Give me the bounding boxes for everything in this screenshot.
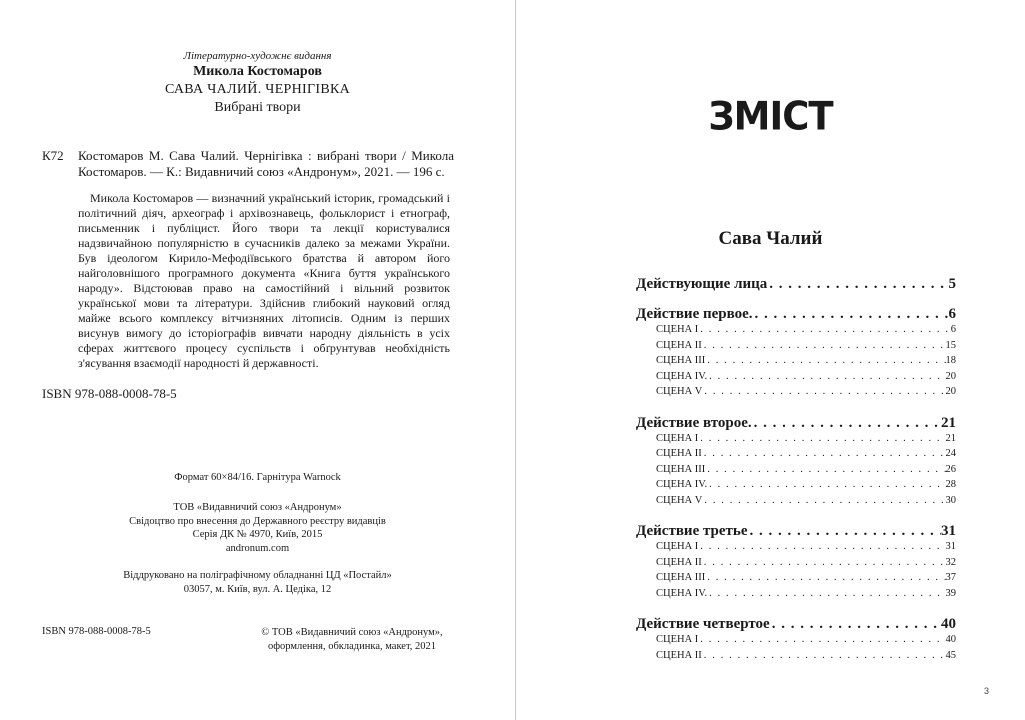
dot-leader xyxy=(767,276,948,293)
toc-scene-entry[interactable] xyxy=(636,448,956,464)
toc-entry-page: 26 xyxy=(945,463,956,475)
dot-leader xyxy=(702,386,945,397)
dot-leader xyxy=(753,306,949,323)
toc-entry-label: СЦЕНА I xyxy=(656,324,699,335)
dot-leader xyxy=(705,464,945,475)
toc-entry-page: 32 xyxy=(945,556,956,568)
toc-scene-entry[interactable] xyxy=(636,557,956,573)
toc-entry-page: 6 xyxy=(950,324,956,335)
publisher-line: ТОВ «Видавничий союз «Андронум» xyxy=(173,502,342,513)
toc-entry-label: СЦЕНА V xyxy=(656,386,703,397)
toc-entry-label: СЦЕНА II xyxy=(656,649,702,661)
toc-scene-entry[interactable] xyxy=(636,588,956,604)
dot-leader xyxy=(707,588,945,599)
toc-entry-label: СЦЕНА IV. xyxy=(656,370,708,382)
dot-leader xyxy=(702,495,945,506)
dot-leader xyxy=(702,448,946,459)
toc-entry-page: 40 xyxy=(941,616,956,632)
toc-scene-entry[interactable] xyxy=(636,572,956,588)
toc-scene-entry[interactable] xyxy=(636,634,956,650)
toc-entry-page: 37 xyxy=(945,572,956,583)
toc-section-entry[interactable] xyxy=(636,276,956,294)
toc-entry-label: СЦЕНА III xyxy=(656,355,706,366)
toc-entry-label: Действие третье xyxy=(636,523,748,539)
copyright-line: © ТОВ «Видавничий союз «Андронум», xyxy=(261,627,443,638)
toc-entry-page: 31 xyxy=(941,523,956,539)
toc-scene-entry[interactable] xyxy=(636,371,956,387)
toc-section-entry[interactable] xyxy=(636,616,956,634)
toc-entry-label: СЦЕНА III xyxy=(656,463,706,475)
author-name: Микола Костомаров xyxy=(193,64,322,79)
format-line: Формат 60×84/16. Гарнітура Warnock xyxy=(174,472,341,483)
toc-entry-label: Действие четвертое xyxy=(636,616,770,632)
toc-entry-label: СЦЕНА III xyxy=(656,572,706,583)
toc-scene-entry[interactable] xyxy=(636,541,956,557)
toc-entry-label: СЦЕНА I xyxy=(656,634,699,645)
toc-section-entry[interactable] xyxy=(636,415,956,433)
copyright-line: оформлення, обкладинка, макет, 2021 xyxy=(267,640,437,652)
isbn-bottom: ISBN 978-088-0008-78-5 xyxy=(42,626,151,637)
toc-section-entry[interactable] xyxy=(636,306,956,324)
toc-spacer xyxy=(636,603,956,616)
book-subtitle: Вибрані твори xyxy=(214,100,301,115)
dot-leader xyxy=(705,572,945,583)
publisher-line: Серія ДК № 4970, Київ, 2015 xyxy=(192,529,323,540)
toc-scene-entry[interactable] xyxy=(636,324,956,340)
toc-entry-label: СЦЕНА I xyxy=(656,541,699,552)
table-of-contents xyxy=(636,276,956,665)
dot-leader xyxy=(698,433,945,444)
toc-section-entry[interactable] xyxy=(636,523,956,541)
isbn-top: ISBN 978-088-0008-78-5 xyxy=(42,386,177,401)
toc-entry-label: СЦЕНА IV. xyxy=(656,479,708,490)
toc-entry-page: 45 xyxy=(945,649,956,661)
toc-entry-page: 31 xyxy=(945,541,956,552)
toc-entry-label: СЦЕНА I xyxy=(656,432,699,444)
toc-entry-page: 21 xyxy=(941,414,956,431)
toc-spacer xyxy=(636,510,956,523)
toc-spacer xyxy=(636,294,956,306)
toc-entry-page: 15 xyxy=(945,339,956,351)
dot-leader xyxy=(702,650,946,661)
dot-leader xyxy=(748,523,942,540)
printer-line: 03057, м. Київ, вул. А. Цедіка, 12 xyxy=(183,583,332,595)
dot-leader xyxy=(698,634,945,645)
contents-page xyxy=(516,0,1025,720)
toc-entry-page: 5 xyxy=(948,276,956,292)
toc-scene-entry[interactable] xyxy=(636,650,956,666)
copyright-notice xyxy=(232,626,472,653)
toc-entry-page: 28 xyxy=(945,479,956,490)
publisher-line: Свідоцтво про внесення до Державного реєстру видавців xyxy=(129,515,386,527)
toc-entry-page: 20 xyxy=(945,370,956,382)
toc-entry-page: 20 xyxy=(945,386,956,397)
dot-leader xyxy=(698,324,950,335)
toc-entry-label: СЦЕНА II xyxy=(656,448,702,459)
publisher-line: andronum.com xyxy=(225,542,290,554)
dot-leader xyxy=(707,479,945,490)
book-title: САВА ЧАЛИЙ. ЧЕРНІГІВКА xyxy=(164,82,351,97)
printer-line: Віддруковано на поліграфічному обладнанні ЦД «Постайл» xyxy=(123,570,392,581)
publisher-info xyxy=(0,501,515,555)
dot-leader xyxy=(752,415,941,432)
toc-entry-label: Действие второе. xyxy=(636,414,752,431)
toc-entry-label: СЦЕНА IV. xyxy=(656,587,708,599)
toc-scene-entry[interactable] xyxy=(636,433,956,449)
annotation: Микола Костомаров — визначний український історик, громадський і політичний діяч, археограф і архівознавець, фольклорист і етнограф, письменник і публіцист. Його твори та лекції користувалися надзвичайною популярністю в сучасників далеко за межами України. Був ідеологом Кирило-Мефодіївського братства й автором його найголовнішого програмного документа «Книга буття українського народу». Відстоював право на самостійний і вільний розвиток української мови та літератури. Здійснив глибокий науковий огляд майже всього комплексу вітчизняних літописів. Одним із перших висунув вимогу до історіографів вивчати народну діяльність в усіх сферах життєвого процесу суспільств і обґрунтував необхідність з'ясування взаємодії народності й державності. xyxy=(78,191,450,370)
toc-entry-label: СЦЕНА V xyxy=(656,494,703,506)
toc-spacer xyxy=(636,402,956,415)
toc-scene-entry[interactable] xyxy=(636,355,956,371)
toc-entry-label: СЦЕНА II xyxy=(656,339,702,351)
toc-entry-label: Действующие лица xyxy=(636,276,768,292)
page-number: 3 xyxy=(983,686,989,696)
work-title: Сава Чалий xyxy=(718,228,823,249)
toc-scene-entry[interactable] xyxy=(636,479,956,495)
dot-leader xyxy=(702,557,946,568)
genre-label: Літературно-художнє видання xyxy=(183,50,332,62)
toc-scene-entry[interactable] xyxy=(636,495,956,511)
toc-scene-entry[interactable] xyxy=(636,386,956,402)
toc-scene-entry[interactable] xyxy=(636,464,956,480)
dot-leader xyxy=(698,541,945,552)
dot-leader xyxy=(707,371,945,382)
toc-entry-page: 40 xyxy=(945,634,956,645)
toc-entry-page: 30 xyxy=(945,494,956,506)
toc-entry-page: 18 xyxy=(945,355,956,366)
dot-leader xyxy=(705,355,945,366)
bibliographic-record: Костомаров М. Сава Чалий. Чернігівка : вибрані твори / Микола Костомаров. — К.: Видавничий союз «Андронум», 2021. — 196 с. xyxy=(78,148,454,179)
dot-leader xyxy=(770,616,941,633)
toc-entry-page: 24 xyxy=(945,448,956,459)
printer-info xyxy=(0,569,515,596)
dot-leader xyxy=(702,340,946,351)
toc-entry-page: 6 xyxy=(948,306,956,322)
toc-heading: ЗМІСТ xyxy=(708,93,833,140)
toc-entry-label: СЦЕНА II xyxy=(656,556,702,568)
toc-entry-page: 39 xyxy=(945,587,956,599)
catalog-code: К72 xyxy=(42,148,64,163)
toc-entry-label: Действие первое. xyxy=(636,306,753,322)
toc-entry-page: 21 xyxy=(945,432,956,444)
toc-scene-entry[interactable] xyxy=(636,340,956,356)
